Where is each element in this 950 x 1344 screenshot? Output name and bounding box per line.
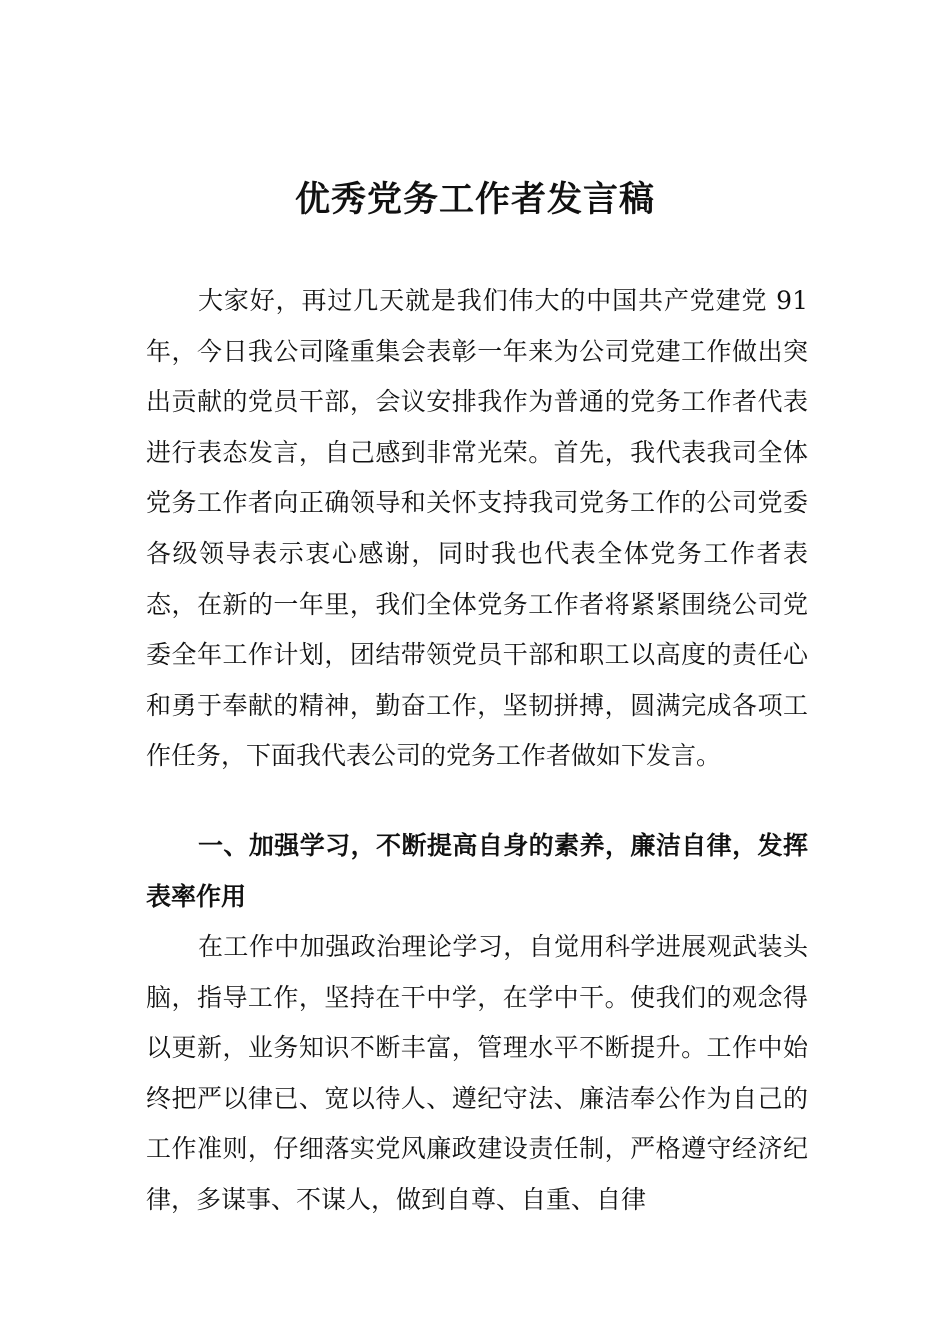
intro-paragraph: 大家好，再过几天就是我们伟大的中国共产党建党 91 年，今日我公司隆重集会表彰一年来为公司党建工作做出突出贡献的党员干部，会议安排我作为普通的党务工作者代表进行表态发言，自己感到非常光荣。首先，我代表我司全体党务工作者向正确领导和关怀支持我司党务工作的公司党委各级领导表示衷心感谢，同时我也代表全体党务工作者表态，在新的一年里，我们全体党务工作者将紧紧围绕公司党委全年工作计划，团结带领党员干部和职工以高度的责任心和勇于奉献的精神，勤奋工作，坚韧拼搏，圆满完成各项工作任务，下面我代表公司的党务工作者做如下发言。 <box>146 286 808 771</box>
document-title: 优秀党务工作者发言稿 <box>294 179 655 220</box>
section-paragraph: 在工作中加强政治理论学习，自觉用科学进展观武装头脑，指导工作，坚持在干中学，在学中干。使我们的观念得以更新，业务知识不断丰富，管理水平不断提升。工作中始终把严以律已、宽以待人、遵纪守法、廉洁奉公作为自己的工作准则，仔细落实党风廉政建设责任制，严格遵守经济纪律，多谋事、不谋人，做到自尊、自重、自律 <box>146 932 808 1214</box>
section-heading: 一、加强学习，不断提高自身的素养，廉洁自律，发挥表率作用 <box>146 831 808 911</box>
